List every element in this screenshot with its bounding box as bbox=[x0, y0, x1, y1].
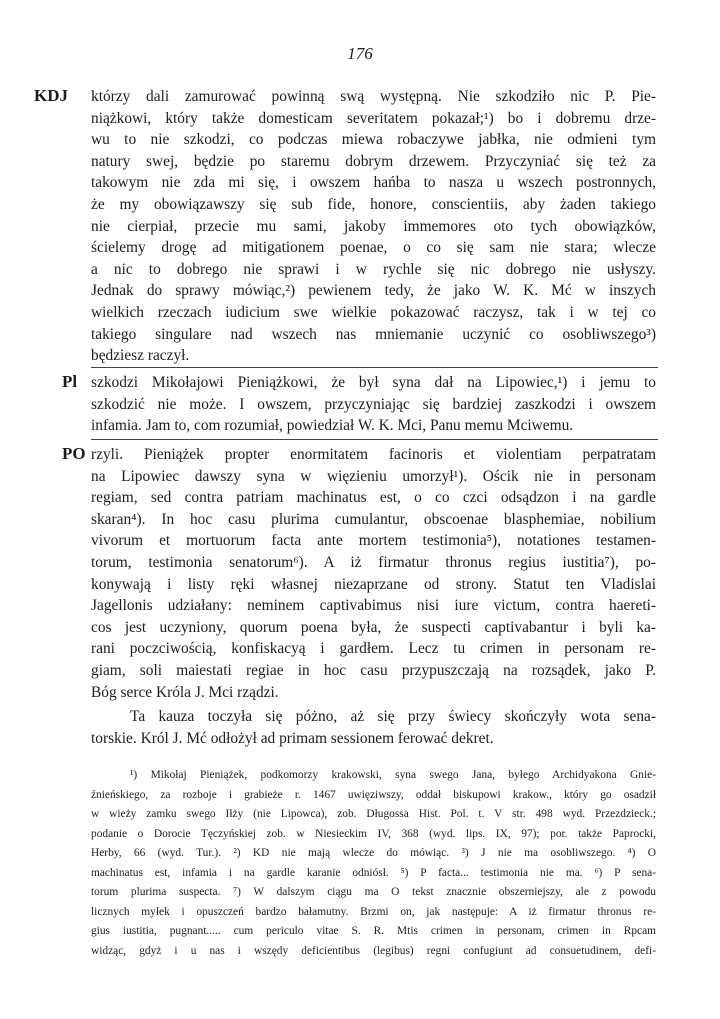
text-line: Ta kauza toczyła się póżno, aż się przy świecy skończyły wota sena- bbox=[130, 708, 656, 725]
text-line: takiego singulare nad wszech nas mniemanie uczynić co osobliwszego³) bbox=[91, 325, 656, 343]
text-line: regiam, sed contra patriam machinatus est, o co czci odsądzon i na gardle bbox=[91, 489, 656, 507]
siglum-po: PO bbox=[62, 444, 86, 463]
text-line: konywają i listy ręki własnej niezaprzane od strony. Statut ten Vladislai bbox=[91, 575, 656, 593]
text-line: ścielemy drogę ad mitigationem poenae, o co się sam nie stara; wlecze bbox=[91, 239, 656, 257]
footnote-line: ¹) Mikołaj Pieniążek, podkomorzy krakowski, syna swego Jana, byłego Archidyakona Gnie- bbox=[130, 769, 656, 781]
text-line: wielkich rzeczach iudicium swe wielkie pokazować raczysz, tak i w tej co bbox=[91, 304, 656, 321]
text-line: a nic to dobrego nie sprawi i w rychle się nic dobrego nie usłyszy. bbox=[91, 260, 656, 278]
section-divider bbox=[91, 439, 658, 440]
text-line: wu to nie szkodzi, co podczas miewa robaczywe jabłka, nie odmieni tym bbox=[91, 131, 656, 149]
text-line: rani poczciwością, konfiskacyą i gardłem. Lecz tu crimen in personam re- bbox=[91, 640, 656, 658]
text-line: Bóg serce Króla J. Mci rządzi. bbox=[91, 683, 279, 701]
text-line: takowym nie zda mi się, i owszem hańba to nasza u wszech postronnych, bbox=[91, 174, 656, 192]
footnote-line: machinatus est, infamia i na gardle karanie odniósł. ⁵) P facta... testimonia nie ma. ⁶) P sena- bbox=[91, 866, 656, 879]
text-line: natury swej, będzie po staremu dobrym drzewem. Przyczyniać się też za bbox=[91, 152, 656, 170]
section-divider bbox=[91, 367, 658, 368]
footnote-line: torum plurima suspecta. ⁷) W dalszym ciągu ma O tekst znacznie obszerniejszy, ale z powodu bbox=[91, 886, 656, 898]
siglum-pl: Pl bbox=[62, 372, 78, 391]
text-line: cos jest uczyniony, quorum poena była, że suspecti captivabantur i byli ka- bbox=[91, 618, 656, 636]
footnote-line: podanie o Dorocie Tęczyńskiej zob. w Niesieckim IV, 368 (wyd. lips. IX, 97); por. także Paprocki, bbox=[91, 827, 656, 840]
footnote-line: źnieńskiego, za rozboje i grabieże r. 1467 uwięziwszy, oddał biskupowi krakow., który go osadził bbox=[91, 788, 656, 801]
text-line: torskie. Król J. Mć odłożył ad primam sessionem ferować dekret. bbox=[91, 729, 494, 747]
text-line: szkodzić nie może. I owszem, przyczyniając się bardziej zaszkodzi i owszem bbox=[91, 395, 656, 413]
text-line: skaran⁴). In hoc casu plurima cumulantur, obscoenae blasphemiae, nobilium bbox=[91, 510, 656, 528]
text-line: Jednak do sprawy mówiąc,²) pewienem tedy, że jako W. K. Mć w inszych bbox=[91, 282, 656, 300]
text-line: którzy dali zamurować powinną swą występną. Nie szkodziło nic P. Pie- bbox=[91, 88, 656, 105]
text-line: szkodzi Mikołajowi Pieniążkowi, że był syna dał na Lipowiec,¹) i jemu to bbox=[91, 374, 656, 391]
text-line: na Lipowiec dawszy syna w więzieniu umorzył¹). Ościk nie in personam bbox=[91, 467, 656, 485]
text-line: giam, soli maiestati regiae in hoc casu przypuszczają na rozsądek, jako P. bbox=[91, 662, 656, 679]
text-line: torum, testimonia senatorum⁶). A iż firmatur thronus regius iustitia⁷), po- bbox=[91, 554, 656, 571]
footnote-line: gius iustitia, pugnant..... cum periculo vitae S. R. Mtis crimen in personam, crimen in Rpcam bbox=[91, 925, 656, 937]
footnote-line: Herby, 66 (wyd. Tur.). ²) KD nie mają wlecze do mówiąc. ³) J nie ma osobliwszego. ⁴) O bbox=[91, 847, 656, 859]
footnote-line: w wieży zamku swego Iłży (nie Lipowca), zob. Długossa Hist. Pol. t. V str. 498 wyd. Przezdzieck.; bbox=[91, 808, 656, 820]
footnote-line: widząc, gdyż i u nas i wszędy deficientibus (legibus) regni confugiunt ad consuetudinem, defi- bbox=[91, 944, 656, 957]
footnote-line: licznych myłek i opuszczeń bardzo bałamutny. Brzmi on, jak następuje: A iż firmatur thronus re- bbox=[91, 905, 656, 918]
siglum-kdj: KDJ bbox=[34, 86, 68, 105]
text-line: będziesz raczył. bbox=[91, 347, 190, 365]
text-line: vivorum et mortuorum facta ante mortem testimonia⁵), notationes testamen- bbox=[91, 532, 656, 550]
page-number: 176 bbox=[347, 44, 373, 63]
text-line: infamia. Jam to, com rozumiał, powiedział W. K. Mci, Panu memu Mciwemu. bbox=[91, 417, 574, 435]
text-line: nie cierpiał, przecie mu sami, jakoby immemores oto tych obowiązków, bbox=[91, 217, 656, 235]
text-line: Jagellonis udziałany: neminem captivabimus nisi iure victum, contra haereti- bbox=[91, 597, 656, 615]
text-line: że my obowiązawszy się sub fide, honore, conscientiis, aby żaden takiego bbox=[91, 196, 656, 213]
text-line: niążkowi, który także domesticam severitatem pokazał;¹) bo i dobremu drze- bbox=[91, 109, 656, 127]
text-line: rzyli. Pieniążek propter enormitatem facinoris et violentiam perpatratam bbox=[91, 446, 656, 463]
